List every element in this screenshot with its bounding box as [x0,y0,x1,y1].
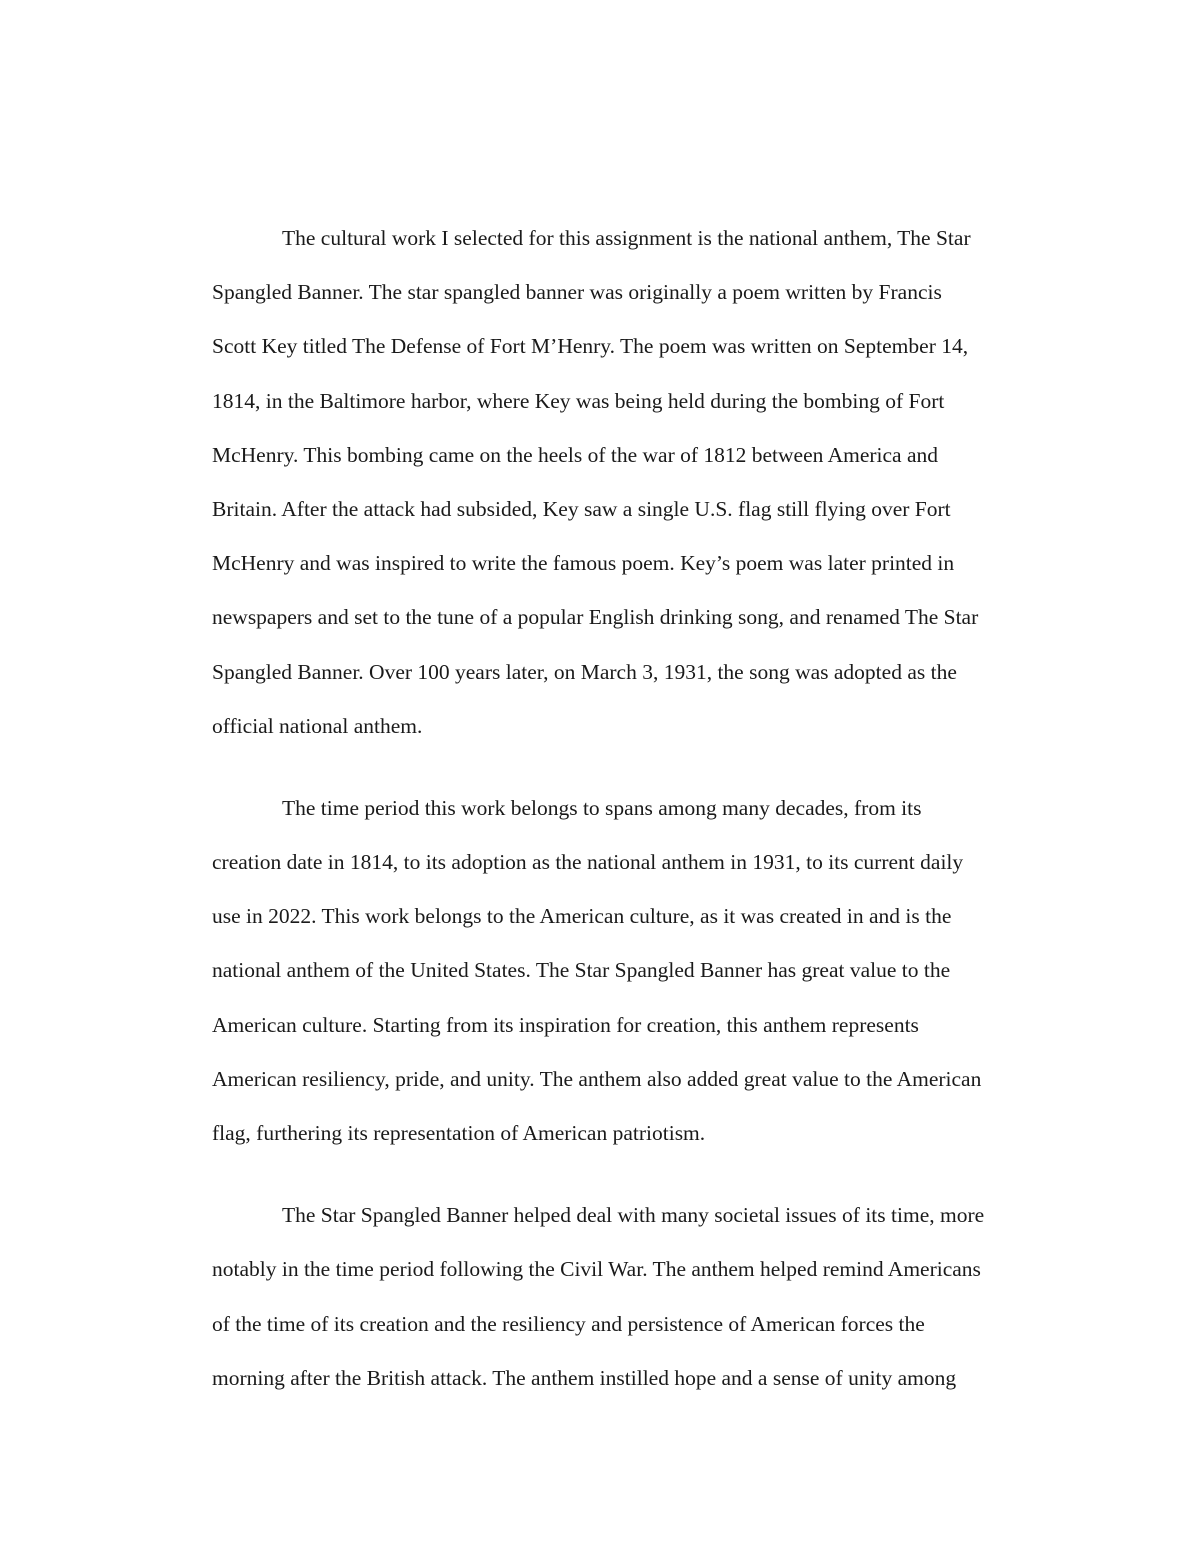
paragraph-line: The cultural work I selected for this assignment is the national anthem, The Star [282,226,971,250]
paragraph-line: American resiliency, pride, and unity. The anthem also added great value to the American [212,1066,982,1091]
paragraph-line: use in 2022. This work belongs to the American culture, as it was created in and is the [212,904,952,929]
paragraph-line: Spangled Banner. Over 100 years later, on March 3, 1931, the song was adopted as the [212,659,957,684]
paragraph-line: notably in the time period following the Civil War. The anthem helped remind Americans [212,1257,981,1282]
paragraph-line: Britain. After the attack had subsided, Key saw a single U.S. flag still flying over Fort [212,496,951,521]
paragraph-line: morning after the British attack. The anthem instilled hope and a sense of unity among [212,1365,957,1390]
paragraph-line: national anthem of the United States. The Star Spangled Banner has great value to the [212,958,951,983]
paragraph-line: creation date in 1814, to its adoption as the national anthem in 1931, to its current daily [212,850,964,875]
paragraph-line: flag, furthering its representation of American patriotism. [212,1121,706,1145]
paragraph-line: McHenry. This bombing came on the heels of the war of 1812 between America and [212,442,939,467]
paragraph-line: of the time of its creation and the resiliency and persistence of American forces the [212,1311,925,1336]
paragraph-line: McHenry and was inspired to write the famous poem. Key’s poem was later printed in [212,551,955,576]
paragraph-line: Scott Key titled The Defense of Fort M’Henry. The poem was written on September 14, [212,334,969,359]
paragraph-1 [212,215,1072,757]
paragraph-line: American culture. Starting from its inspiration for creation, this anthem represents [212,1012,919,1037]
paragraph-spacer [212,1164,1072,1192]
paragraph-line: 1814, in the Baltimore harbor, where Key was being held during the bombing of Fort [212,388,945,413]
paragraph-line: Spangled Banner. The star spangled banner was originally a poem written by Francis [212,280,942,305]
paragraph-line: newspapers and set to the tune of a popular English drinking song, and renamed The Star [212,605,979,630]
paragraph-line: official national anthem. [212,713,423,738]
paragraph-spacer [212,757,1072,785]
paragraph-line: The time period this work belongs to spans among many decades, from its [282,795,922,820]
paragraph-line: The Star Spangled Banner helped deal with many societal issues of its time, more [282,1203,985,1228]
paragraph-3 [212,1192,1072,1409]
essay-body [212,215,1072,1409]
paragraph-2 [212,785,1072,1164]
